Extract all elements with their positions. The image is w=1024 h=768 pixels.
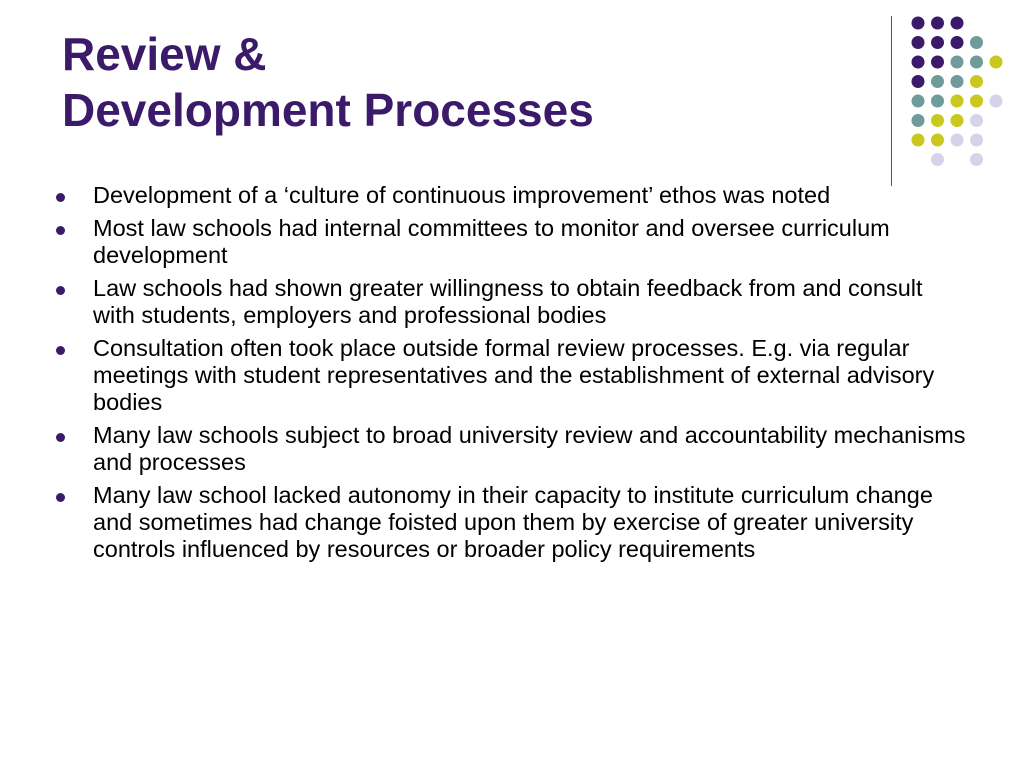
slide-title-line-2: Development Processes xyxy=(62,84,594,136)
decorative-dot xyxy=(951,75,964,88)
decorative-dot xyxy=(990,56,1003,69)
decorative-dot xyxy=(970,56,983,69)
vertical-divider xyxy=(891,16,892,186)
decorative-dot xyxy=(931,153,944,166)
decorative-dot xyxy=(970,95,983,108)
decorative-dot xyxy=(970,134,983,147)
bullet-icon xyxy=(56,493,65,502)
decorative-dot xyxy=(912,134,925,147)
decorative-dot xyxy=(931,17,944,30)
bullet-text: Many law school lacked autonomy in their capacity to institute curriculum change and sometimes had change foisted upon them by exercise of greater university controls influenced by resources or broader policy requirements xyxy=(93,482,933,562)
decorative-dot xyxy=(951,56,964,69)
bullet-icon xyxy=(56,433,65,442)
bullet-item xyxy=(56,335,966,416)
bullet-icon xyxy=(56,286,65,295)
bullet-icon xyxy=(56,346,65,355)
bullet-item xyxy=(56,182,966,209)
bullet-item xyxy=(56,422,966,476)
bullet-text: Law schools had shown greater willingness to obtain feedback from and consult with students, employers and professional bodies xyxy=(93,275,923,328)
slide-title-line-1: Review & xyxy=(62,28,267,80)
decorative-dot xyxy=(951,114,964,127)
decorative-dot xyxy=(931,95,944,108)
bullet-text: Development of a ‘culture of continuous improvement’ ethos was noted xyxy=(93,182,831,208)
decorative-dot xyxy=(951,95,964,108)
decorative-dot xyxy=(970,114,983,127)
decorative-dot xyxy=(970,75,983,88)
bullet-icon xyxy=(56,226,65,235)
decorative-dot xyxy=(951,134,964,147)
decorative-dot xyxy=(931,75,944,88)
decorative-dot xyxy=(912,114,925,127)
bullet-text: Most law schools had internal committees to monitor and oversee curriculum development xyxy=(93,215,890,268)
decorative-dot xyxy=(990,95,1003,108)
decorative-dot xyxy=(931,134,944,147)
decorative-dot xyxy=(912,56,925,69)
slide-title xyxy=(62,26,594,138)
decorative-dot xyxy=(931,114,944,127)
bullet-item xyxy=(56,215,966,269)
decorative-dot xyxy=(970,153,983,166)
decorative-dot xyxy=(912,95,925,108)
bullet-text: Consultation often took place outside formal review processes. E.g. via regular meetings with student representatives and the establishment of external advisory bodies xyxy=(93,335,935,415)
decorative-dot xyxy=(931,56,944,69)
decorative-dot xyxy=(912,75,925,88)
decorative-dot xyxy=(931,36,944,49)
bullet-icon xyxy=(56,193,65,202)
decorative-dot xyxy=(970,36,983,49)
decorative-dot xyxy=(951,17,964,30)
decorative-dot xyxy=(912,36,925,49)
bullet-text: Many law schools subject to broad university review and accountability mechanisms and processes xyxy=(93,422,966,475)
bullet-list xyxy=(56,182,966,569)
decorative-dot xyxy=(912,17,925,30)
decorative-dot xyxy=(951,36,964,49)
bullet-item xyxy=(56,482,966,563)
bullet-item xyxy=(56,275,966,329)
